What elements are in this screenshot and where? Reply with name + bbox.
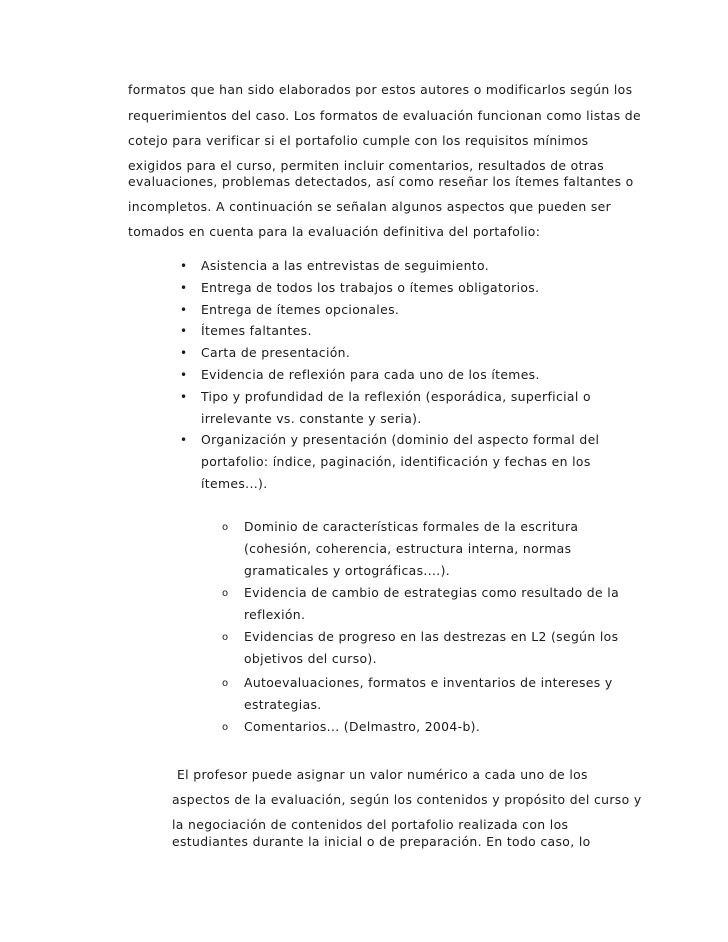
bullet-text: portafolio: índice, paginación, identificación y fechas en los [201, 454, 591, 469]
bullet-text: ítemes...). [201, 476, 268, 491]
bullet-text: Organización y presentación (dominio del aspecto formal del [201, 432, 600, 447]
sub-bullet-text: objetivos del curso). [244, 651, 377, 666]
intro-line: tomados en cuenta para la evaluación definitiva del portafolio: [128, 224, 541, 239]
bullet-marker: • [180, 281, 188, 295]
bullet-marker: • [180, 259, 188, 273]
bullet-text: irrelevante vs. constante y seria). [201, 411, 422, 426]
sub-bullet-text: gramaticales y ortográficas....). [244, 563, 451, 578]
bullet-marker: • [180, 324, 188, 338]
intro-line: evaluaciones, problemas detectados, así como reseñar los ítemes faltantes o [128, 174, 634, 189]
sub-bullet-text: (cohesión, coherencia, estructura interna, normas [244, 541, 572, 556]
intro-line: incompletos. A continuación se señalan algunos aspectos que pueden ser [128, 199, 612, 214]
sub-bullet-text: estrategias. [244, 697, 322, 712]
bullet-marker: • [180, 368, 188, 382]
intro-line: requerimientos del caso. Los formatos de evaluación funcionan como listas de [128, 108, 641, 123]
bullet-text: Carta de presentación. [201, 345, 351, 360]
bullet-text: Asistencia a las entrevistas de seguimiento. [201, 258, 489, 273]
intro-line: formatos que han sido elaborados por estos autores o modificarlos según los [128, 82, 633, 97]
sub-bullet-marker: o [222, 522, 229, 533]
bullet-marker: • [180, 390, 188, 404]
sub-bullet-marker: o [222, 588, 229, 599]
closing-line: El profesor puede asignar un valor numérico a cada uno de los [177, 767, 588, 782]
closing-line: la negociación de contenidos del portafolio realizada con los [172, 817, 569, 832]
bullet-text: Entrega de ítemes opcionales. [201, 302, 400, 317]
bullet-marker: • [180, 303, 188, 317]
sub-bullet-marker: o [222, 632, 229, 643]
bullet-text: Evidencia de reflexión para cada uno de los ítemes. [201, 367, 540, 382]
bullet-marker: • [180, 433, 188, 447]
bullet-marker: • [180, 346, 188, 360]
sub-bullet-text: Autoevaluaciones, formatos e inventarios de intereses y [244, 675, 613, 690]
closing-line: estudiantes durante la inicial o de preparación. En todo caso, lo [172, 834, 591, 849]
bullet-text: Ítemes faltantes. [201, 323, 312, 338]
sub-bullet-text: Evidencia de cambio de estrategias como resultado de la [244, 585, 620, 600]
sub-bullet-text: Dominio de características formales de la escritura [244, 519, 579, 534]
intro-line: exigidos para el curso, permiten incluir comentarios, resultados de otras [128, 158, 605, 173]
sub-bullet-text: reflexión. [244, 607, 306, 622]
sub-bullet-text: Evidencias de progreso en las destrezas en L2 (según los [244, 629, 619, 644]
bullet-text: Entrega de todos los trabajos o ítemes obligatorios. [201, 280, 540, 295]
closing-line: aspectos de la evaluación, según los contenidos y propósito del curso y [172, 792, 642, 807]
sub-bullet-marker: o [222, 722, 229, 733]
sub-bullet-marker: o [222, 678, 229, 689]
intro-line: cotejo para verificar si el portafolio cumple con los requisitos mínimos [128, 133, 589, 148]
bullet-text: Tipo y profundidad de la reflexión (esporádica, superficial o [201, 389, 591, 404]
sub-bullet-text: Comentarios... (Delmastro, 2004-b). [244, 719, 481, 734]
